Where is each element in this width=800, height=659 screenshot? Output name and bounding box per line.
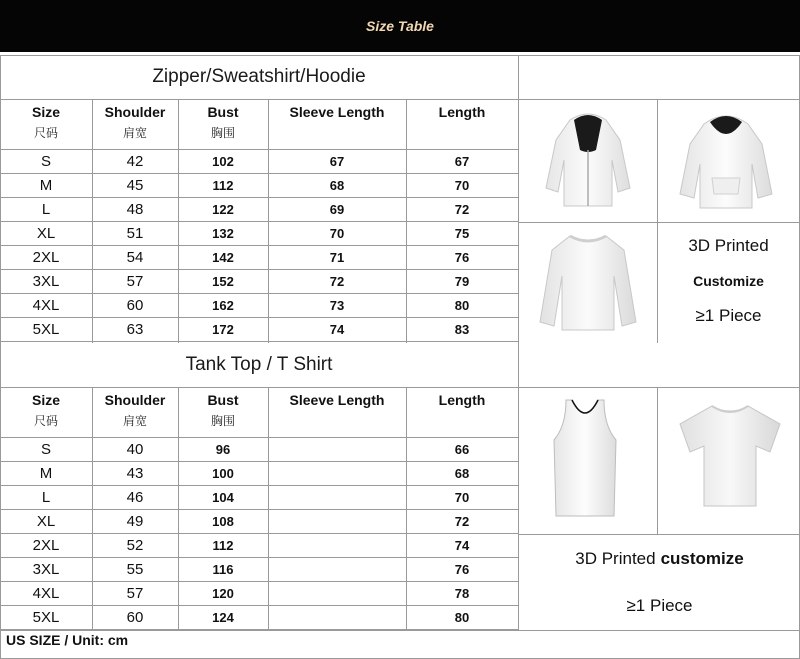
grid-line [268,99,269,343]
grid-line [178,387,179,631]
tank-row-7-col-1: 60 [126,608,144,626]
hoodie-row-3-col-2: 132 [212,225,234,241]
grid-line [0,533,518,534]
hoodie-section-title: Zipper/Sweatshirt/Hoodie [152,66,366,87]
grid-line [0,557,518,558]
tank-header-1 [92,392,178,429]
grid-line [519,387,800,388]
page-header [0,0,800,52]
hoodie-row-5-col-3: 72 [329,273,345,289]
grid-line [0,461,518,462]
pullover-hoodie-icon [676,108,776,212]
hoodie-row-0-col-2: 102 [212,153,234,169]
tank-row-4-col-1: 52 [126,536,144,554]
hoodie-row-5-col-2: 152 [212,273,234,289]
tank-row-2-col-3 [268,485,406,509]
grid-line [406,387,407,631]
hoodie-row-5-col-1: 57 [126,272,144,290]
hoodie-header-label: Length [438,104,486,120]
tank-row-0-col-2: 96 [215,441,231,457]
zip-hoodie-icon [540,110,636,210]
hoodie-row-3-col-0: XL [36,224,56,242]
sweatshirt-icon [536,228,640,334]
hoodie-header-label: Size [31,104,60,120]
hoodie-row-2-col-3: 69 [329,201,345,217]
hoodie-row-6-col-3: 73 [329,297,345,313]
hoodie-row-6-col-0: 4XL [32,296,60,314]
tank-row-5-col-2: 116 [212,561,234,577]
hoodie-row-6-col-4: 80 [454,297,470,313]
unit-footer: US SIZE / Unit: cm [6,632,129,648]
grid-line [0,605,518,606]
hoodie-row-4-col-3: 71 [329,249,345,265]
grid-line [268,387,269,631]
hoodie-header-label: Bust [207,104,239,120]
hoodie-row-4-col-4: 76 [454,249,470,265]
grid-line [0,221,518,222]
tank-row-7-col-4: 80 [454,609,470,625]
tank-header-2 [178,392,268,429]
hoodie-row-1-col-3: 68 [329,177,345,193]
tank-side-customize-text: customize [660,549,744,568]
hoodie-row-3-col-1: 51 [126,224,144,242]
hoodie-header-2 [178,104,268,141]
grid-line [0,173,518,174]
tank-row-7-col-0: 5XL [32,608,60,626]
grid-line [0,317,518,318]
hoodie-side-customize: Customize [693,273,764,289]
hoodie-row-7-col-0: 5XL [32,320,60,338]
tank-row-5-col-4: 76 [454,561,470,577]
hoodie-row-0-col-0: S [40,152,51,170]
hoodie-row-2-col-0: L [41,200,51,218]
grid-line [0,149,518,150]
hoodie-header-1 [92,104,178,141]
hoodie-header-3 [268,104,406,124]
hoodie-header-label: Sleeve Length [289,104,385,120]
tank-header-label: Length [438,392,486,408]
hoodie-header-cn-label: 肩宽 [122,126,147,140]
tank-header-label: Size [31,392,60,408]
tank-row-2-col-0: L [41,488,51,506]
hoodie-row-0-col-4: 67 [454,153,470,169]
grid-line [0,437,518,438]
tank-row-4-col-4: 74 [454,537,470,553]
hoodie-side-printed: 3D Printed [688,236,769,255]
grid-line [0,197,518,198]
tank-row-1-col-2: 100 [212,465,234,481]
grid-line [0,269,518,270]
tank-top-icon [550,396,620,520]
grid-line [0,387,518,388]
tank-row-3-col-2: 108 [212,513,234,529]
grid-line [92,387,93,631]
tank-row-4-col-2: 112 [212,537,234,553]
tank-header-cn-label: 胸围 [210,414,235,428]
tank-row-1-col-1: 43 [126,464,144,482]
hoodie-row-6-col-2: 162 [212,297,234,313]
hoodie-row-4-col-2: 142 [212,249,234,265]
grid-line [0,581,518,582]
hoodie-header-4 [406,104,518,124]
tank-header-label: Sleeve Length [289,392,385,408]
tank-header-4 [406,392,518,412]
tank-row-0-col-0: S [40,440,51,458]
tank-row-0-col-1: 40 [126,440,144,458]
tank-row-3-col-1: 49 [126,512,144,530]
tank-side-printed [519,544,800,574]
hoodie-row-1-col-0: M [39,176,53,194]
grid-line [657,387,658,534]
hoodie-row-7-col-1: 63 [126,320,144,338]
hoodie-header-label: Shoulder [104,104,166,120]
tank-row-1-col-4: 68 [454,465,470,481]
hoodie-row-3-col-4: 75 [454,225,470,241]
tank-row-6-col-3 [268,581,406,605]
hoodie-header-cn-label: 胸围 [210,126,235,140]
hoodie-row-2-col-2: 122 [212,201,234,217]
hoodie-row-2-col-4: 72 [454,201,470,217]
tank-row-1-col-0: M [39,464,53,482]
page-title: Size Table [366,18,434,34]
tank-row-5-col-0: 3XL [32,560,60,578]
tank-row-6-col-4: 78 [454,585,470,601]
grid-line [0,245,518,246]
tank-header-label: Bust [207,392,239,408]
grid-line [0,509,518,510]
t-shirt-icon [676,400,784,510]
tank-side-piece: ≥1 Piece [626,596,693,615]
grid-line [519,534,800,535]
hoodie-row-7-col-2: 172 [212,321,234,337]
tank-row-6-col-0: 4XL [32,584,60,602]
hoodie-row-1-col-1: 45 [126,176,144,194]
tank-row-4-col-3 [268,533,406,557]
grid-line [0,341,518,342]
tank-row-3-col-3 [268,509,406,533]
hoodie-row-2-col-1: 48 [126,200,144,218]
grid-line [92,99,93,343]
hoodie-header-0 [0,104,92,141]
tank-row-7-col-3 [268,605,406,629]
hoodie-header-cn-label: 尺码 [33,126,58,140]
tank-side-printed-text: 3D Printed [575,549,656,568]
hoodie-row-0-col-1: 42 [126,152,144,170]
tank-row-6-col-1: 57 [126,584,144,602]
tank-row-2-col-2: 104 [212,489,234,505]
tank-header-3 [268,392,406,412]
grid-line [178,99,179,343]
grid-line [0,485,518,486]
tank-row-6-col-2: 120 [212,585,234,601]
tank-row-0-col-4: 66 [454,441,470,457]
tank-header-cn-label: 肩宽 [122,414,147,428]
hoodie-row-6-col-1: 60 [126,296,144,314]
hoodie-side-piece: ≥1 Piece [695,306,762,325]
hoodie-row-0-col-3: 67 [329,153,345,169]
grid-line [0,630,800,631]
grid-line [406,99,407,343]
tank-header-0 [0,392,92,429]
tank-row-1-col-3 [268,461,406,485]
grid-line [0,99,518,100]
tank-row-0-col-3 [268,437,406,461]
tank-section-title: Tank Top / T Shirt [185,354,333,375]
tank-row-7-col-2: 124 [212,609,234,625]
grid-line [519,222,800,223]
hoodie-row-7-col-4: 83 [454,321,470,337]
hoodie-row-3-col-3: 70 [329,225,345,241]
hoodie-row-1-col-2: 112 [212,177,234,193]
tank-row-2-col-1: 46 [126,488,144,506]
hoodie-row-5-col-0: 3XL [32,272,60,290]
tank-row-5-col-3 [268,557,406,581]
tank-row-3-col-0: XL [36,512,56,530]
tank-row-4-col-0: 2XL [32,536,60,554]
tank-header-cn-label: 尺码 [33,414,58,428]
hoodie-row-7-col-3: 74 [329,321,345,337]
tank-header-label: Shoulder [104,392,166,408]
grid-line [0,293,518,294]
tank-row-2-col-4: 70 [454,489,470,505]
hoodie-row-5-col-4: 79 [454,273,470,289]
grid-line [519,99,800,100]
tank-row-5-col-1: 55 [126,560,144,578]
hoodie-row-4-col-1: 54 [126,248,144,266]
hoodie-row-4-col-0: 2XL [32,248,60,266]
tank-row-3-col-4: 72 [454,513,470,529]
hoodie-row-1-col-4: 70 [454,177,470,193]
